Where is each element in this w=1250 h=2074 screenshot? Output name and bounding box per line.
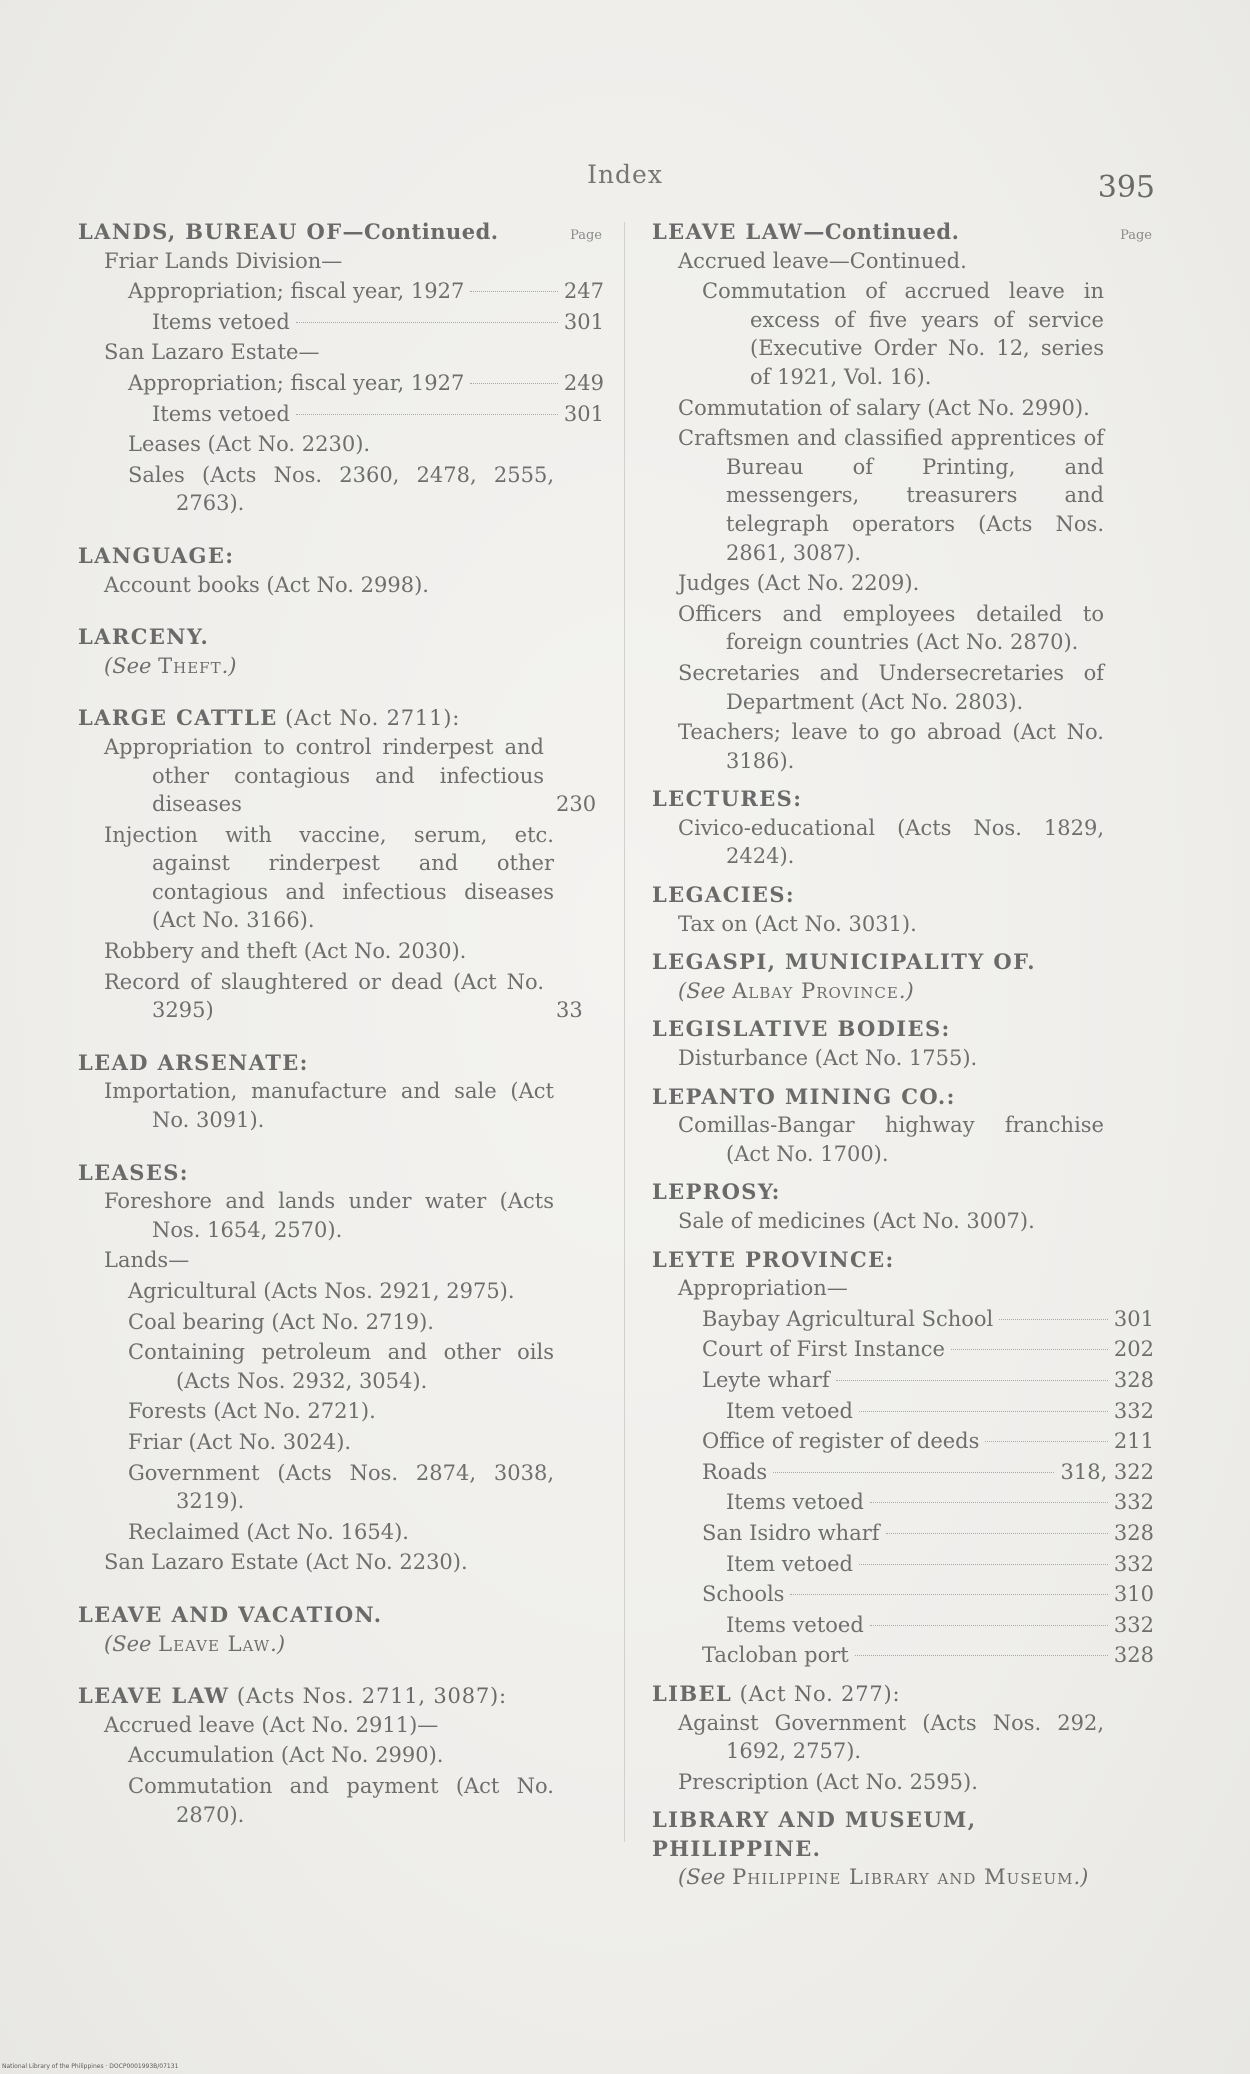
heading-text: LANGUAGE:: [78, 542, 235, 568]
entry-page: 318, 322: [1060, 1459, 1154, 1484]
index-heading: [652, 218, 1154, 247]
index-entry: [78, 1187, 604, 1244]
entry-page: 332: [1113, 1398, 1154, 1423]
index-entry: [78, 821, 604, 935]
index-heading: [78, 1601, 604, 1630]
entry-text: Agricultural (Acts Nos. 2921, 2975).: [128, 1279, 515, 1303]
index-heading: [652, 1178, 1154, 1207]
entry-text: Accrued leave (Act No. 2911)—: [104, 1712, 439, 1737]
index-entry: Appropriation to control rinderpest and other contagious and infectious diseases 230: [104, 734, 597, 817]
index-entry: [652, 1519, 1154, 1548]
index-entry: [652, 277, 1154, 391]
index-entry: [78, 247, 604, 276]
dot-leader: [859, 1411, 1108, 1412]
dot-leader: [870, 1502, 1108, 1503]
entry-text: Appropriation; fiscal year, 1927: [128, 279, 465, 304]
index-entry: [652, 424, 1154, 567]
entry-text: Against Government (Acts Nos. 292, 1692, 2757).: [678, 1710, 1104, 1764]
index-entry: [652, 247, 1154, 276]
index-heading: [78, 218, 604, 247]
index-column-left: [78, 218, 604, 1831]
see-target: Philippine Library and Museum: [732, 1865, 1074, 1890]
index-entry: [652, 659, 1154, 716]
see-target: Leave Law: [158, 1631, 271, 1656]
index-entry: [78, 571, 604, 600]
heading-reference: (Acts Nos. 2711, 3087):: [229, 1684, 507, 1709]
entry-text: Lands—: [104, 1248, 190, 1273]
dot-leader: [790, 1594, 1107, 1595]
index-entry: [652, 1427, 1154, 1456]
entry-text: Item vetoed: [726, 1551, 853, 1576]
index-entry: [78, 1077, 604, 1134]
index-entry: [78, 1459, 604, 1516]
see-target: Albay Province: [732, 978, 899, 1003]
entry-page: 202: [1113, 1337, 1154, 1362]
heading-text: LEASES:: [78, 1159, 189, 1185]
entry-page: 301: [563, 309, 604, 334]
index-entry: [78, 937, 604, 966]
heading-text: LEAD ARSENATE:: [78, 1049, 309, 1075]
index-entry: [652, 1207, 1154, 1236]
entry-text: Record of slaughtered or dead (Act No. 3295): [104, 969, 544, 1023]
see-prefix: (See: [678, 1865, 733, 1890]
index-heading: [78, 1682, 604, 1711]
entry-text: Appropriation; fiscal year, 1927: [128, 370, 465, 395]
entry-page: 249: [563, 370, 604, 395]
index-entry: [652, 569, 1154, 598]
entry-text: Accumulation (Act No. 2990).: [128, 1743, 444, 1768]
index-heading: [78, 542, 604, 571]
index-entry: [78, 277, 604, 306]
index-entry: [652, 1488, 1154, 1517]
column-divider: [624, 222, 625, 1842]
index-heading: [78, 623, 604, 652]
index-entry: [652, 394, 1154, 423]
index-entry: [652, 1768, 1154, 1797]
dot-leader: [859, 1564, 1108, 1565]
page-column-label: Page: [1120, 228, 1152, 243]
index-entry: Record of slaughtered or dead (Act No. 3295) 33: [104, 969, 583, 1023]
heading-text: LANDS, BUREAU OF: [78, 219, 343, 244]
entry-text: Injection with vaccine, serum, etc. against rinderpest and other contagious and infectious diseases (Act No. 3166).: [104, 822, 554, 933]
index-entry: [78, 461, 604, 518]
entry-text: Importation, manufacture and sale (Act No. 3091).: [104, 1079, 554, 1133]
see-suffix: .): [270, 1631, 286, 1656]
entry-text: Reclaimed (Act No. 1654).: [128, 1519, 409, 1544]
index-entry: [652, 910, 1154, 939]
entry-text: Items vetoed: [152, 401, 290, 426]
see-reference: [652, 1863, 1154, 1892]
index-entry: [78, 1246, 604, 1275]
index-entry: [78, 1397, 604, 1426]
dot-leader: [296, 414, 558, 415]
entry-text: Schools: [702, 1582, 785, 1607]
entry-text: Tacloban port: [702, 1643, 849, 1668]
heading-reference: (Act No. 2711):: [277, 706, 461, 731]
entry-text: Account books (Act No. 2998).: [104, 572, 429, 597]
index-entry: [78, 1741, 604, 1770]
entry-text: Office of register of deeds: [702, 1429, 980, 1454]
entry-text: Appropriation to control rinderpest and other contagious and infectious diseases: [104, 734, 544, 817]
index-entry: [652, 814, 1154, 871]
entry-text: Items vetoed: [726, 1612, 864, 1637]
entry-text: Officers and employees detailed to foreign countries (Act No. 2870).: [678, 601, 1104, 655]
entry-text: Craftsmen and classified apprentices of Bureau of Printing, and messengers, treasurers and telegraph operators (Acts Nos. 2861, 3087).: [678, 426, 1104, 565]
index-entry: [652, 1611, 1154, 1640]
index-heading: [652, 881, 1154, 910]
index-entry: [78, 1338, 604, 1395]
see-reference: [652, 977, 1154, 1006]
index-heading: [652, 1246, 1154, 1275]
index-entry: [78, 1711, 604, 1740]
index-heading: [78, 1049, 604, 1078]
index-entry: [78, 400, 604, 429]
heading-text: LECTURES:: [652, 786, 803, 812]
see-reference: [78, 652, 604, 681]
index-entry: [652, 1305, 1154, 1334]
see-suffix: .): [221, 653, 237, 678]
index-column-right: [652, 218, 1154, 1894]
entry-text: Commutation of accrued leave in excess of five years of service (Executive Order No. 12, series of 1921, Vol. 16).: [702, 279, 1104, 389]
index-heading: [652, 1083, 1154, 1112]
heading-reference: (Act No. 277):: [732, 1681, 901, 1706]
dot-leader: [886, 1533, 1108, 1534]
entry-text: San Isidro wharf: [702, 1520, 880, 1545]
entry-text: Items vetoed: [726, 1490, 864, 1515]
index-entry: [652, 1458, 1154, 1487]
index-heading: [78, 1159, 604, 1188]
entry-text: Accrued leave—Continued.: [678, 248, 967, 273]
index-entry: [78, 1772, 604, 1829]
entry-text: Leyte wharf: [702, 1367, 830, 1392]
see-suffix: .): [1073, 1865, 1089, 1890]
index-entry: [652, 1550, 1154, 1579]
entry-page: 247: [563, 279, 604, 304]
heading-text: LEYTE PROVINCE:: [652, 1246, 895, 1272]
index-entry: [652, 1335, 1154, 1364]
index-entry: [78, 338, 604, 367]
heading-continued: —Continued.: [342, 219, 499, 244]
dot-leader: [773, 1472, 1054, 1473]
entry-text: Containing petroleum and other oils (Acts Nos. 2932, 3054).: [128, 1340, 554, 1393]
heading-text: LIBEL: [652, 1680, 733, 1706]
entry-page: 310: [1113, 1582, 1154, 1607]
index-entry: [78, 308, 604, 337]
see-prefix: (See: [104, 653, 159, 678]
entry-page: 328: [1113, 1520, 1154, 1545]
index-entry: [652, 1111, 1154, 1168]
entry-text: Government (Acts Nos. 2874, 3038, 3219).: [128, 1460, 554, 1514]
dot-leader: [296, 322, 558, 323]
entry-text: Secretaries and Undersecretaries of Department (Act No. 2803).: [678, 660, 1104, 714]
index-entry: [652, 718, 1154, 775]
index-heading: [652, 1015, 1154, 1044]
dot-leader: [951, 1349, 1108, 1350]
entry-text: San Lazaro Estate (Act No. 2230).: [104, 1550, 468, 1575]
entry-text: Sale of medicines (Act No. 3007).: [678, 1209, 1035, 1233]
entry-text: Commutation of salary (Act No. 2990).: [678, 395, 1090, 420]
entry-page: 301: [563, 401, 604, 426]
entry-text: Sales (Acts Nos. 2360, 2478, 2555, 2763).: [128, 462, 554, 516]
index-entry: [652, 1397, 1154, 1426]
heading-text: LEAVE LAW: [78, 1683, 230, 1709]
dot-leader: [470, 291, 558, 292]
entry-text: Teachers; leave to go abroad (Act No. 3186).: [678, 720, 1104, 773]
index-heading: [652, 785, 1154, 814]
entry-text: Commutation and payment (Act No. 2870).: [128, 1773, 554, 1827]
index-entry: [78, 430, 604, 459]
entry-text: Comillas-Bangar highway franchise (Act No. 1700).: [678, 1113, 1104, 1166]
heading-text: LIBRARY AND MUSEUM, PHILIPPINE.: [652, 1807, 977, 1861]
dot-leader: [870, 1625, 1108, 1626]
dot-leader: [470, 383, 558, 384]
entry-page: 332: [1113, 1612, 1154, 1637]
dot-leader: [985, 1441, 1108, 1442]
entry-page: 211: [1113, 1429, 1154, 1454]
index-entry: [652, 1274, 1154, 1303]
page-number: 395: [1097, 170, 1155, 205]
running-head-text: Index: [587, 160, 663, 189]
entry-text: Court of First Instance: [702, 1337, 945, 1362]
index-entry: [78, 369, 604, 398]
entry-text: Item vetoed: [726, 1398, 853, 1423]
index-entry: [652, 1709, 1154, 1766]
entry-text: Appropriation—: [678, 1276, 848, 1301]
entry-page: 332: [1113, 1490, 1154, 1515]
entry-text: San Lazaro Estate—: [104, 340, 320, 365]
running-head: [0, 160, 1250, 189]
entry-page: 301: [1113, 1306, 1154, 1331]
entry-text: Friar Lands Division—: [104, 248, 343, 273]
index-entry: [78, 1308, 604, 1337]
dot-leader: [836, 1380, 1108, 1381]
index-entry: [78, 1277, 604, 1306]
index-entry: [652, 1366, 1154, 1395]
heading-text: LARGE CATTLE: [78, 705, 278, 731]
dot-leader: [999, 1319, 1108, 1320]
index-heading: [652, 1806, 1154, 1863]
index-entry: [78, 1518, 604, 1547]
heading-text: LARCENY.: [78, 624, 210, 650]
entry-text: Civico-educational (Acts Nos. 1829, 2424).: [678, 815, 1104, 869]
entry-text: Forests (Act No. 2721).: [128, 1399, 376, 1424]
entry-text: Items vetoed: [152, 309, 290, 334]
heading-text: LEGISLATIVE BODIES:: [652, 1016, 951, 1042]
entry-text: Baybay Agricultural School: [702, 1306, 994, 1331]
heading-text: LEAVE AND VACATION.: [78, 1601, 383, 1627]
see-prefix: (See: [678, 978, 733, 1003]
heading-text: LEGASPI, MUNICIPALITY OF.: [652, 949, 1036, 975]
index-entry: [652, 600, 1154, 657]
entry-text: Disturbance (Act No. 1755).: [678, 1046, 978, 1071]
index-entry: [78, 1548, 604, 1577]
heading-text: LEAVE LAW: [652, 219, 804, 244]
index-heading: [652, 948, 1154, 977]
entry-text: Robbery and theft (Act No. 2030).: [104, 939, 467, 964]
entry-page: 328: [1113, 1367, 1154, 1392]
index-entry: [652, 1641, 1154, 1670]
heading-text: LEPANTO MINING CO.:: [652, 1083, 956, 1109]
entry-page: 332: [1113, 1551, 1154, 1576]
index-entry: [652, 1044, 1154, 1073]
see-prefix: (See: [104, 1631, 159, 1656]
entry-text: Friar (Act No. 3024).: [128, 1429, 352, 1454]
entry-text: Leases (Act No. 2230).: [128, 432, 371, 457]
archive-footer-mark: National Library of the Philippines · DOCP0001993B/07131: [2, 2063, 179, 2070]
see-target: Theft: [158, 653, 222, 678]
entry-text: Judges (Act No. 2209).: [678, 571, 920, 596]
entry-text: Coal bearing (Act No. 2719).: [128, 1309, 434, 1334]
heading-text: LEPROSY:: [652, 1179, 781, 1205]
entry-text: Prescription (Act No. 2595).: [678, 1769, 978, 1794]
entry-text: Roads: [702, 1459, 768, 1484]
entry-page: 328: [1113, 1643, 1154, 1668]
entry-text: Tax on (Act No. 3031).: [678, 911, 917, 936]
see-reference: [78, 1630, 604, 1659]
index-heading: [652, 1680, 1154, 1709]
entry-text: Foreshore and lands under water (Acts Nos. 1654, 2570).: [104, 1189, 554, 1242]
dot-leader: [855, 1655, 1108, 1656]
index-entry: [78, 1428, 604, 1457]
heading-text: LEGACIES:: [652, 882, 796, 908]
index-entry: [652, 1580, 1154, 1609]
heading-continued: —Continued.: [803, 219, 960, 244]
page-column-label: Page: [570, 228, 602, 243]
index-heading: [78, 704, 604, 733]
see-suffix: .): [898, 978, 914, 1003]
